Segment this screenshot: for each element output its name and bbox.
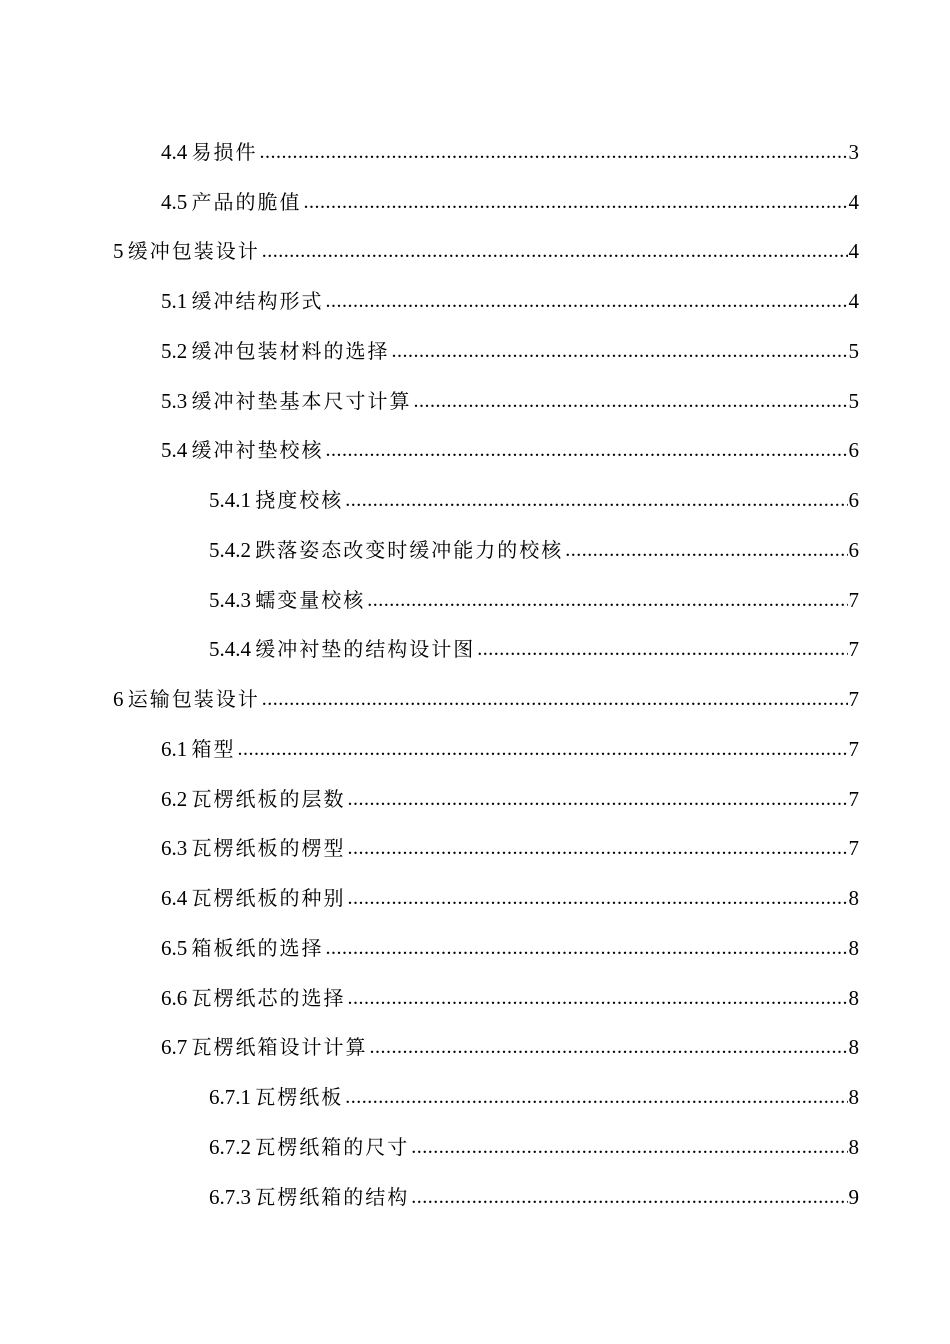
toc-dot-leader xyxy=(411,1134,847,1160)
toc-entry-page: 8 xyxy=(848,886,859,910)
toc-entry-page: 8 xyxy=(848,1135,859,1159)
toc-dot-leader xyxy=(262,686,848,712)
toc-entry-title: 挠度校核 xyxy=(255,488,344,512)
toc-entry-page: 4 xyxy=(848,289,859,313)
toc-entry-6-1[interactable] xyxy=(161,722,859,762)
toc-entry-title: 瓦楞纸板 xyxy=(255,1085,344,1109)
toc-entry-6-7-3[interactable] xyxy=(209,1170,859,1210)
toc-entry-number: 6.1 xyxy=(161,737,192,761)
toc-entry-5-4-4[interactable] xyxy=(209,622,859,662)
toc-dot-leader xyxy=(325,288,847,314)
toc-dot-leader xyxy=(237,736,847,762)
toc-entry-title: 缓冲衬垫的结构设计图 xyxy=(255,637,476,661)
toc-entry-page: 6 xyxy=(848,488,859,512)
toc-dot-leader xyxy=(477,636,847,662)
toc-entry-number: 6.2 xyxy=(161,787,192,811)
toc-entry-title: 瓦楞纸箱的尺寸 xyxy=(255,1135,410,1159)
toc-dot-leader xyxy=(413,388,847,414)
toc-entry-number: 6.3 xyxy=(161,836,192,860)
toc-dot-leader xyxy=(411,1184,847,1210)
toc-entry-number: 6.7.2 xyxy=(209,1135,256,1159)
toc-entry-page: 6 xyxy=(848,538,859,562)
toc-dot-leader xyxy=(325,437,847,463)
toc-entry-number: 5.4.1 xyxy=(209,488,256,512)
toc-entry-title: 易损件 xyxy=(191,140,258,164)
toc-entry-title: 缓冲衬垫基本尺寸计算 xyxy=(191,389,412,413)
toc-entry-page: 4 xyxy=(848,190,859,214)
toc-dot-leader xyxy=(347,835,847,861)
toc-entry-title: 运输包装设计 xyxy=(127,687,260,711)
toc-entry-6-6[interactable] xyxy=(161,971,859,1011)
toc-entry-6-3[interactable] xyxy=(161,821,859,861)
toc-entry-number: 6 xyxy=(113,687,128,711)
toc-entry-5-4-3[interactable] xyxy=(209,573,859,613)
toc-dot-leader xyxy=(347,786,847,812)
toc-entry-5-1[interactable] xyxy=(161,274,859,314)
toc-dot-leader xyxy=(259,139,847,165)
toc-entry-number: 5.4 xyxy=(161,438,192,462)
toc-entry-page: 6 xyxy=(848,438,859,462)
toc-entry-page: 7 xyxy=(848,787,859,811)
toc-entry-4-4[interactable] xyxy=(161,125,859,165)
toc-dot-leader xyxy=(345,487,847,513)
toc-entry-5-2[interactable] xyxy=(161,324,859,364)
toc-dot-leader xyxy=(367,587,847,613)
toc-entry-5-4-2[interactable] xyxy=(209,523,859,563)
toc-entry-5-4[interactable] xyxy=(161,423,859,463)
toc-dot-leader xyxy=(345,1084,847,1110)
toc-entry-page: 3 xyxy=(848,140,859,164)
toc-entry-title: 箱型 xyxy=(191,737,236,761)
toc-entry-page: 8 xyxy=(848,936,859,960)
toc-entry-number: 4.5 xyxy=(161,190,192,214)
toc-dot-leader xyxy=(347,985,847,1011)
toc-dot-leader xyxy=(369,1034,847,1060)
toc-entry-page: 7 xyxy=(848,637,859,661)
toc-entry-title: 产品的脆值 xyxy=(191,190,302,214)
toc-entry-page: 8 xyxy=(848,1085,859,1109)
toc-entry-page: 7 xyxy=(848,737,859,761)
toc-entry-number: 6.7.1 xyxy=(209,1085,256,1109)
toc-dot-leader xyxy=(303,189,847,215)
toc-entry-5-3[interactable] xyxy=(161,374,859,414)
toc-entry-number: 4.4 xyxy=(161,140,192,164)
toc-entry-number: 5.2 xyxy=(161,339,192,363)
toc-entry-title: 蠕变量校核 xyxy=(255,588,366,612)
toc-entry-6-5[interactable] xyxy=(161,921,859,961)
toc-entry-title: 缓冲包装材料的选择 xyxy=(191,339,390,363)
toc-entry-number: 5.1 xyxy=(161,289,192,313)
toc-entry-page: 7 xyxy=(848,687,859,711)
toc-entry-title: 缓冲包装设计 xyxy=(127,239,260,263)
toc-entry-number: 5.4.2 xyxy=(209,538,256,562)
toc-entry-number: 6.4 xyxy=(161,886,192,910)
toc-entry-page: 5 xyxy=(848,339,859,363)
toc-entry-number: 6.7.3 xyxy=(209,1185,256,1209)
toc-entry-page: 5 xyxy=(848,389,859,413)
toc-entry-number: 6.6 xyxy=(161,986,192,1010)
toc-entry-title: 瓦楞纸板的楞型 xyxy=(191,836,346,860)
toc-entry-title: 瓦楞纸板的层数 xyxy=(191,787,346,811)
toc-entry-number: 5.4.4 xyxy=(209,637,256,661)
toc-entry-6[interactable] xyxy=(113,672,859,712)
toc-entry-title: 瓦楞纸芯的选择 xyxy=(191,986,346,1010)
toc-entry-page: 4 xyxy=(848,239,859,263)
toc-entry-title: 缓冲结构形式 xyxy=(191,289,324,313)
toc-entry-5[interactable] xyxy=(113,224,859,264)
toc-entry-title: 箱板纸的选择 xyxy=(191,936,324,960)
toc-entry-title: 瓦楞纸箱的结构 xyxy=(255,1185,410,1209)
toc-entry-title: 跌落姿态改变时缓冲能力的校核 xyxy=(255,538,564,562)
toc-entry-page: 7 xyxy=(848,588,859,612)
toc-entry-number: 5.4.3 xyxy=(209,588,256,612)
toc-entry-title: 瓦楞纸板的种别 xyxy=(191,886,346,910)
toc-entry-page: 8 xyxy=(848,1035,859,1059)
toc-entry-4-5[interactable] xyxy=(161,175,859,215)
toc-entry-6-4[interactable] xyxy=(161,871,859,911)
toc-entry-5-4-1[interactable] xyxy=(209,473,859,513)
toc-entry-page: 9 xyxy=(848,1185,859,1209)
toc-entry-number: 6.7 xyxy=(161,1035,192,1059)
toc-entry-6-7-1[interactable] xyxy=(209,1070,859,1110)
toc-entry-6-7-2[interactable] xyxy=(209,1120,859,1160)
toc-entry-6-2[interactable] xyxy=(161,772,859,812)
toc-dot-leader xyxy=(391,338,847,364)
toc-entry-number: 5.3 xyxy=(161,389,192,413)
toc-dot-leader xyxy=(347,885,847,911)
toc-dot-leader xyxy=(325,935,847,961)
toc-entry-page: 7 xyxy=(848,836,859,860)
toc-dot-leader xyxy=(262,238,848,264)
toc-dot-leader xyxy=(565,537,847,563)
toc-entry-number: 5 xyxy=(113,239,128,263)
toc-entry-number: 6.5 xyxy=(161,936,192,960)
toc-entry-page: 8 xyxy=(848,986,859,1010)
toc-entry-title: 缓冲衬垫校核 xyxy=(191,438,324,462)
toc-entry-6-7[interactable] xyxy=(161,1020,859,1060)
toc-entry-title: 瓦楞纸箱设计计算 xyxy=(191,1035,368,1059)
